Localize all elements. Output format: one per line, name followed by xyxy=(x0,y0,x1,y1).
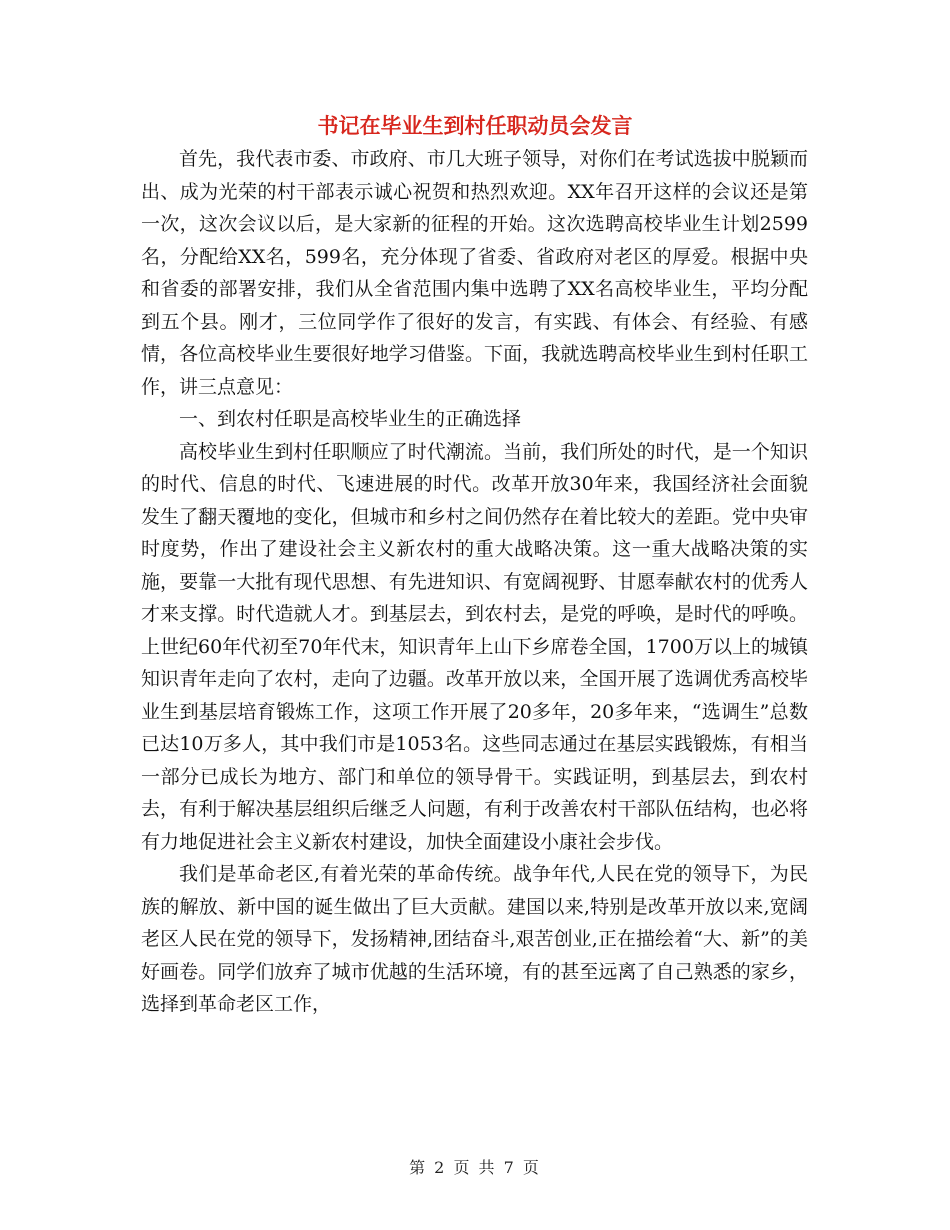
paragraph-era: 高校毕业生到村任职顺应了时代潮流。当前，我们所处的时代，是一个知识的时代、信息的时代、飞速进展的时代。改革开放30年来，我国经济社会面貌发生了翻天覆地的变化，但城市和乡村之间仍然存在着比较大的差距。党中央审时度势，作出了建设社会主义新农村的重大战略决策。这一重大战略决策的实施，要靠一大批有现代思想、有先进知识、有宽阔视野、甘愿奉献农村的优秀人才来支撑。时代造就人才。到基层去，到农村去，是党的呼唤，是时代的呼唤。上世纪60年代初至70年代末，知识青年上山下乡席卷全国，1700万以上的城镇知识青年走向了农村，走向了边疆。改革开放以来，全国开展了选调优秀高校毕业生到基层培育锻炼工作，这项工作开展了20多年，20多年来，“选调生”总数已达10万多人，其中我们市是1053名。这些同志通过在基层实践锻炼，有相当一部分已成长为地方、部门和单位的领导骨干。实践证明，到基层去，到农村去，有利于解决基层组织后继乏人问题，有利于改善农村干部队伍结构，也必将有力地促进社会主义新农村建设，加快全面建设小康社会步伐。 xyxy=(141,440,808,853)
paragraph-opening: 首先，我代表市委、市政府、市几大班子领导，对你们在考试选拔中脱颖而出、成为光荣的村干部表示诚心祝贺和热烈欢迎。XX年召开这样的会议还是第一次，这次会议以后，是大家新的征程的开始。这次选聘高校毕业生计划2599名，分配给XX名，599名，充分体现了省委、省政府对老区的厚爱。根据中央和省委的部署安排，我们从全省范围内集中选聘了XX名高校毕业生，平均分配到五个县。刚才，三位同学作了很好的发言，有实践、有体会、有经验、有感情，各位高校毕业生要很好地学习借鉴。下面，我就选聘高校毕业生到村任职工作，讲三点意见： xyxy=(141,148,808,398)
page-number-footer: 第 2 页 共 7 页 xyxy=(409,1158,541,1177)
document-body xyxy=(141,143,808,1021)
paragraph-old-revolutionary-area: 我们是革命老区,有着光荣的革命传统。战争年代,人民在党的领导下，为民族的解放、新中国的诞生做出了巨大贡献。建国以来,特别是改革开放以来,宽阔老区人民在党的领导下，发扬精神,团结奋斗,艰苦创业,正在描绘着“大、新”的美好画卷。同学们放弃了城市优越的生活环境，有的甚至远离了自己熟悉的家乡，选择到革命老区工作， xyxy=(141,863,808,1015)
section-heading-1: 一、到农村任职是高校毕业生的正确选择 xyxy=(179,408,522,430)
document-title: 书记在毕业生到村任职动员会发言 xyxy=(317,113,633,138)
